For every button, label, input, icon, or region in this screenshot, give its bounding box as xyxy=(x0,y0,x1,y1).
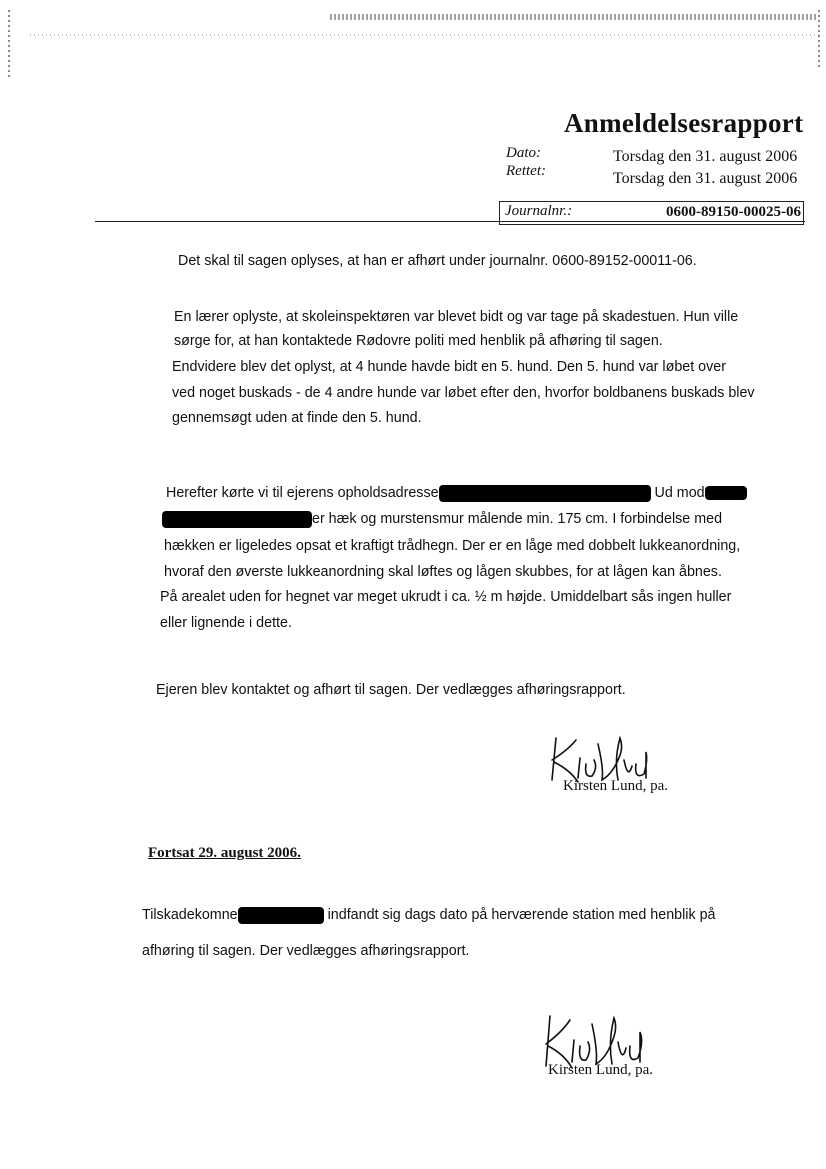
signature-2-name: Kirsten Lund, pa. xyxy=(548,1062,653,1078)
document-title: Anmeldelsesrapport xyxy=(564,108,804,138)
p2-line-4: ved noget buskads - de 4 andre hunde var løbet efter den, hvorfor boldbanens buskads blev xyxy=(172,385,755,401)
redaction-1 xyxy=(705,486,747,500)
p2-line-3: Endvidere blev det oplyst, at 4 hunde havde bidt en 5. hund. Den 5. hund var løbet over xyxy=(172,359,726,375)
paragraph-1: Det skal til sagen oplyses, at han er afhørt under journalnr. 0600-89152-00011-06. xyxy=(178,253,697,269)
redaction-3 xyxy=(238,907,324,924)
p5-line-1-end: indfandt sig dags dato på herværende station med henblik på xyxy=(327,907,716,923)
redaction-2 xyxy=(162,511,312,528)
rettet-value: Torsdag den 31. august 2006 xyxy=(613,170,798,187)
p5-line-2: afhøring til sagen. Der vedlægges afhøringsrapport. xyxy=(142,943,470,959)
p2-line-5: gennemsøgt uden at finde den 5. hund. xyxy=(172,410,422,426)
header-divider xyxy=(95,221,805,222)
scan-artifact-right xyxy=(818,10,820,70)
p3-line-6: eller lignende i dette. xyxy=(160,615,292,631)
p3-line-1-end: Ud mod xyxy=(654,485,705,501)
p3-line-1-start: Herefter kørte vi til ejerens opholdsadresse xyxy=(166,485,439,501)
p3-line-2-text: er hæk og murstensmur målende min. 175 cm. I forbindelse med xyxy=(312,511,723,527)
dato-value: Torsdag den 31. august 2006 xyxy=(613,148,798,165)
p3-line-5: På arealet uden for hegnet var meget ukrudt i ca. ½ m højde. Umiddelbart sås ingen huller xyxy=(160,589,732,605)
p2-line-2: sørge for, at han kontaktede Rødovre politi med henblik på afhøring til sagen. xyxy=(174,333,663,349)
scan-artifact-top xyxy=(330,14,816,20)
rettet-label: Rettet: xyxy=(506,163,546,179)
signature-1-name: Kirsten Lund, pa. xyxy=(563,778,668,794)
redaction-address xyxy=(439,485,651,502)
journal-label: Journalnr.: xyxy=(505,203,573,219)
p3-line-2 xyxy=(162,507,722,531)
p2-line-1: En lærer oplyste, at skoleinspektøren var blevet bidt og var tage på skadestuen. Hun ville xyxy=(174,309,739,325)
section-heading: Fortsat 29. august 2006. xyxy=(148,845,301,861)
paragraph-4: Ejeren blev kontaktet og afhørt til sagen. Der vedlægges afhøringsrapport. xyxy=(156,682,626,698)
p3-line-4: hvoraf den øverste lukkeanordning skal løftes og lågen skubbes, for at lågen kan åbnes. xyxy=(164,564,722,580)
p5-line-1 xyxy=(142,903,715,927)
journal-number: 0600-89150-00025-06 xyxy=(666,204,801,220)
p3-line-3: hækken er ligeledes opsat et kraftigt trådhegn. Der er en låge med dobbelt lukkeanordning, xyxy=(164,538,741,554)
p5-line-1-start: Tilskadekomne xyxy=(142,907,238,923)
scan-artifact-line xyxy=(30,34,820,36)
scan-artifact-left xyxy=(8,10,10,80)
dato-label: Dato: xyxy=(506,145,541,161)
p3-line-1 xyxy=(166,481,747,505)
